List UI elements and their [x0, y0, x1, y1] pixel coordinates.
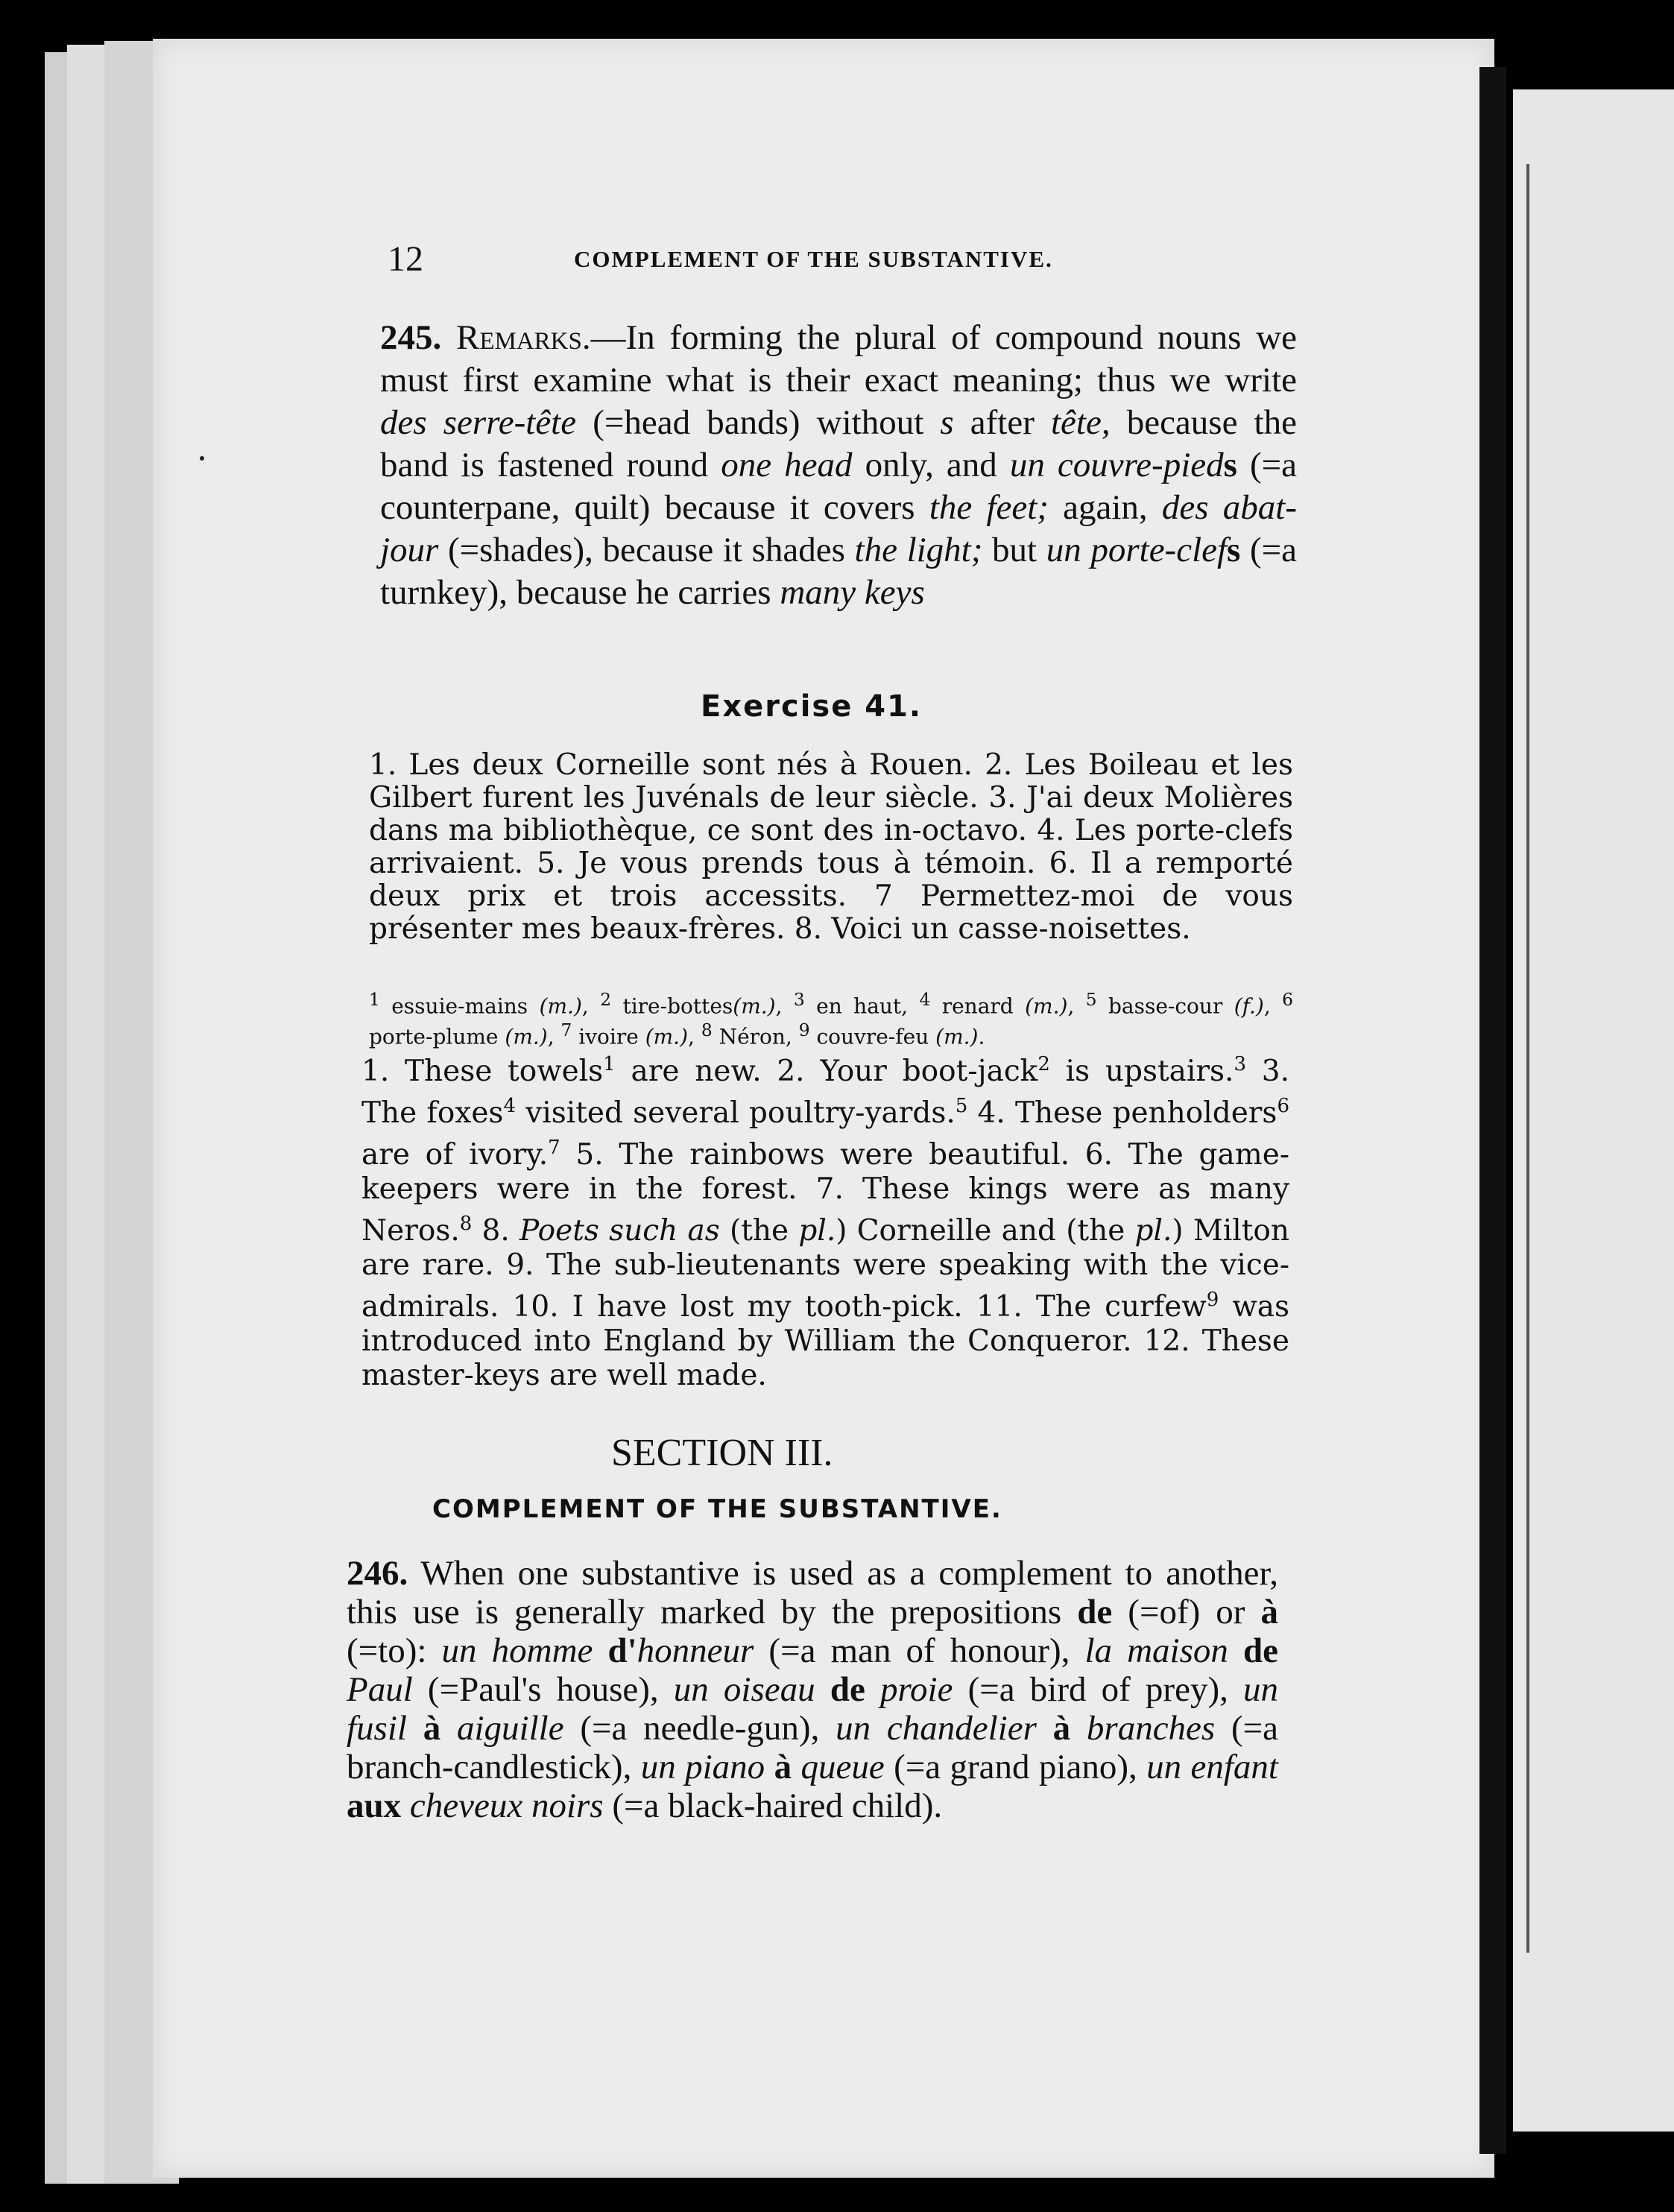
footnote-marker: 9	[798, 1020, 810, 1041]
footnote-marker: 6	[1282, 989, 1294, 1010]
remarks-label: Remarks.	[455, 318, 591, 357]
text-run: (=shades), because it shades	[438, 531, 855, 569]
english-exercise	[361, 1047, 1289, 1393]
italic-run: pl.	[1134, 1214, 1172, 1248]
text-run: visited several poultry-yards.	[515, 1096, 956, 1130]
page-number: 12	[388, 239, 423, 279]
footnote-marker: 6	[1277, 1095, 1289, 1117]
text-run: 3. The foxes	[361, 1055, 1289, 1130]
exercise-title: Exercise 41.	[701, 689, 923, 724]
italic-run: the light;	[854, 531, 983, 569]
bold-run: d'	[607, 1631, 637, 1670]
italic-run: branches	[1070, 1709, 1216, 1748]
text-run: only, and	[852, 446, 1010, 484]
facing-page-edge	[1513, 89, 1674, 2132]
footnote-marker: 7	[560, 1020, 572, 1041]
vocab-separator: ,	[1067, 993, 1086, 1019]
text-run: (=a man of honour),	[754, 1631, 1085, 1670]
text-run: after	[953, 403, 1051, 442]
bold-run: à	[1260, 1593, 1278, 1631]
text-run: (=a grand piano),	[884, 1748, 1147, 1786]
vocab-gender: (m.)	[539, 993, 582, 1019]
text-run: (=a bird of prey),	[953, 1670, 1244, 1709]
italic-run: the feet;	[929, 488, 1049, 527]
footnote-marker: 1	[603, 1053, 616, 1075]
bold-run: s	[1223, 446, 1237, 484]
vocab-gender: (m.)	[645, 1024, 689, 1049]
text-run: was introduced into England by William the Conqueror. 12. These master-keys are well made.	[361, 1290, 1289, 1392]
facing-page-shadow	[1526, 164, 1529, 1953]
italic-run: proie	[865, 1670, 953, 1709]
text-run: (=a black-haired child).	[603, 1786, 943, 1825]
footnote-marker: 7	[548, 1137, 560, 1159]
vocab-term: Néron,	[712, 1024, 799, 1049]
text-run: 8.	[472, 1214, 520, 1248]
ink-speck	[200, 456, 204, 461]
text-run: again,	[1048, 488, 1162, 527]
bold-run: de	[1077, 1593, 1113, 1631]
vocab-gender: (m.)	[935, 1024, 979, 1049]
footnote-marker: 3	[1234, 1053, 1246, 1075]
italic-run: des abat-jour	[380, 488, 1297, 569]
footnote-marker: 5	[1085, 989, 1097, 1010]
running-title: COMPLEMENT OF THE SUBSTANTIVE.	[574, 246, 1053, 272]
footnote-marker: 1	[369, 989, 380, 1010]
italic-run: Poets such as	[519, 1214, 720, 1248]
bold-run: de	[830, 1670, 865, 1709]
footnote-marker: 8	[459, 1213, 473, 1235]
text-run: are new. 2. Your boot-jack	[615, 1055, 1038, 1088]
vocab-gender: (m.)	[505, 1024, 548, 1049]
footnote-marker: 2	[600, 989, 612, 1010]
italic-run: des serre-tête	[380, 403, 577, 442]
vocab-term: basse-cour	[1096, 993, 1234, 1019]
italic-run: un enfant	[1146, 1748, 1278, 1786]
italic-run: un porte-clef	[1046, 531, 1228, 569]
italic-run: many keys	[780, 573, 925, 612]
complement-paragraph	[347, 1554, 1278, 1825]
vocab-gender: (f.)	[1234, 993, 1264, 1019]
bold-run: de	[1243, 1631, 1278, 1670]
text-run: (=to):	[347, 1631, 442, 1670]
vocab-term: essuie-mains	[379, 993, 540, 1019]
italic-run: un couvre-pied	[1009, 446, 1224, 484]
text-run: (=a needle-gun),	[563, 1709, 836, 1748]
vocab-term: renard	[930, 993, 1026, 1019]
text-run: ) Milton are rare. 9. The sub-lieutenants were speaking with the vice-admirals. 10. I have lost my tooth-pick. 11. The curfew	[361, 1214, 1290, 1324]
vocab-separator: ,	[581, 993, 601, 1019]
bold-run: aux	[347, 1786, 402, 1825]
vocab-term: en haut,	[804, 993, 920, 1019]
italic-run: honneur	[637, 1631, 754, 1670]
vocab-separator: ,	[1263, 993, 1283, 1019]
vocab-term: couvre-feu	[809, 1024, 936, 1049]
bold-run: à	[423, 1709, 441, 1748]
italic-run: tête,	[1051, 403, 1111, 442]
bold-run: s	[1227, 531, 1241, 569]
text-run: —In forming the plural of compound nouns we must first examine what is their exact meaning; thus we write	[380, 318, 1298, 399]
bold-run: à	[1052, 1709, 1071, 1748]
vocab-term: porte-plume	[369, 1024, 505, 1049]
footnote-marker: 5	[955, 1095, 968, 1117]
vocab-separator: ,	[775, 993, 794, 1019]
italic-run: s	[940, 403, 954, 442]
italic-run: queue	[792, 1748, 885, 1786]
footnote-marker: 8	[701, 1020, 713, 1041]
book-gutter	[1479, 67, 1506, 2154]
text-run: are of ivory.	[361, 1138, 549, 1172]
italic-run: un oiseau	[673, 1670, 830, 1709]
text-run: because the band is fastened round	[380, 403, 1297, 484]
text-run: (=a turnkey), because he carries	[380, 531, 1297, 612]
text-run: but	[982, 531, 1046, 569]
french-exercise: 1. Les deux Corneille sont nés à Rouen. 2. Les Boileau et les Gilbert furent les Juvénals de leur siècle. 3. J'ai deux Molières dans ma bibliothèque, ce sont des in-octavo. 4. Les porte-clefs arrivaient. 5. Je vous prends tous à témoin. 6. Il a remporté deux prix et trois accessits. 7 Permettez-moi de vous présenter mes beaux-frères. 8. Voici un casse-noisettes.	[369, 748, 1293, 946]
italic-run: aiguille	[440, 1709, 564, 1748]
bold-run: à	[774, 1748, 792, 1786]
vocab-separator: ,	[547, 1024, 561, 1049]
text-run: (=of) or	[1112, 1593, 1261, 1631]
italic-run: un chandelier	[836, 1709, 1053, 1748]
vocab-term: tire-bottes	[611, 993, 733, 1019]
vocab-term: ivoire	[572, 1024, 645, 1049]
vocabulary-notes	[369, 987, 1293, 1049]
paragraph-number: 245.	[380, 318, 442, 357]
text-run: is upstairs.	[1049, 1055, 1234, 1088]
section-subtitle: COMPLEMENT OF THE SUBSTANTIVE.	[432, 1494, 1002, 1524]
text-run: When one substantive is used as a complement to another, this use is generally marked by the prepositions	[347, 1554, 1278, 1631]
text-run: (=Paul's house),	[412, 1670, 674, 1709]
italic-run: la maison	[1084, 1631, 1243, 1670]
vocab-gender: (m.)	[733, 993, 776, 1019]
page-header	[388, 238, 1312, 283]
text-run: (the	[719, 1214, 799, 1248]
text-run: (=head bands) without	[576, 403, 941, 442]
italic-run: un homme	[441, 1631, 608, 1670]
text-run: (=a branch-candlestick),	[347, 1709, 1279, 1786]
footnote-marker: 9	[1206, 1289, 1219, 1311]
italic-run: un fusil	[347, 1670, 1279, 1748]
paragraph-number: 246.	[347, 1554, 408, 1593]
vocab-separator: .	[978, 1024, 985, 1049]
italic-run: cheveux noirs	[401, 1786, 604, 1825]
remarks-paragraph	[380, 317, 1297, 614]
text-run: ) Corneille and (the	[836, 1214, 1135, 1248]
footnote-marker: 4	[919, 989, 931, 1010]
vocab-separator: ,	[688, 1024, 701, 1049]
footnote-marker: 4	[503, 1095, 516, 1117]
text-run: 5. The rainbows were beautiful. 6. The game-keepers were in the forest. 7. These kings were as many Neros.	[361, 1138, 1290, 1248]
italic-run: un piano	[640, 1748, 774, 1786]
italic-run: Paul	[347, 1670, 413, 1709]
vocab-gender: (m.)	[1025, 993, 1068, 1019]
text-run: 1. These towels	[361, 1055, 604, 1088]
italic-run: one head	[721, 446, 853, 484]
footnote-marker: 2	[1037, 1053, 1050, 1075]
footnote-marker: 3	[793, 989, 805, 1010]
italic-run: pl.	[798, 1214, 836, 1248]
section-title: SECTION III.	[611, 1432, 833, 1474]
text-run: 4. These penholders	[967, 1096, 1277, 1130]
text-run: (=a counterpane, quilt) because it covers	[380, 446, 1297, 527]
